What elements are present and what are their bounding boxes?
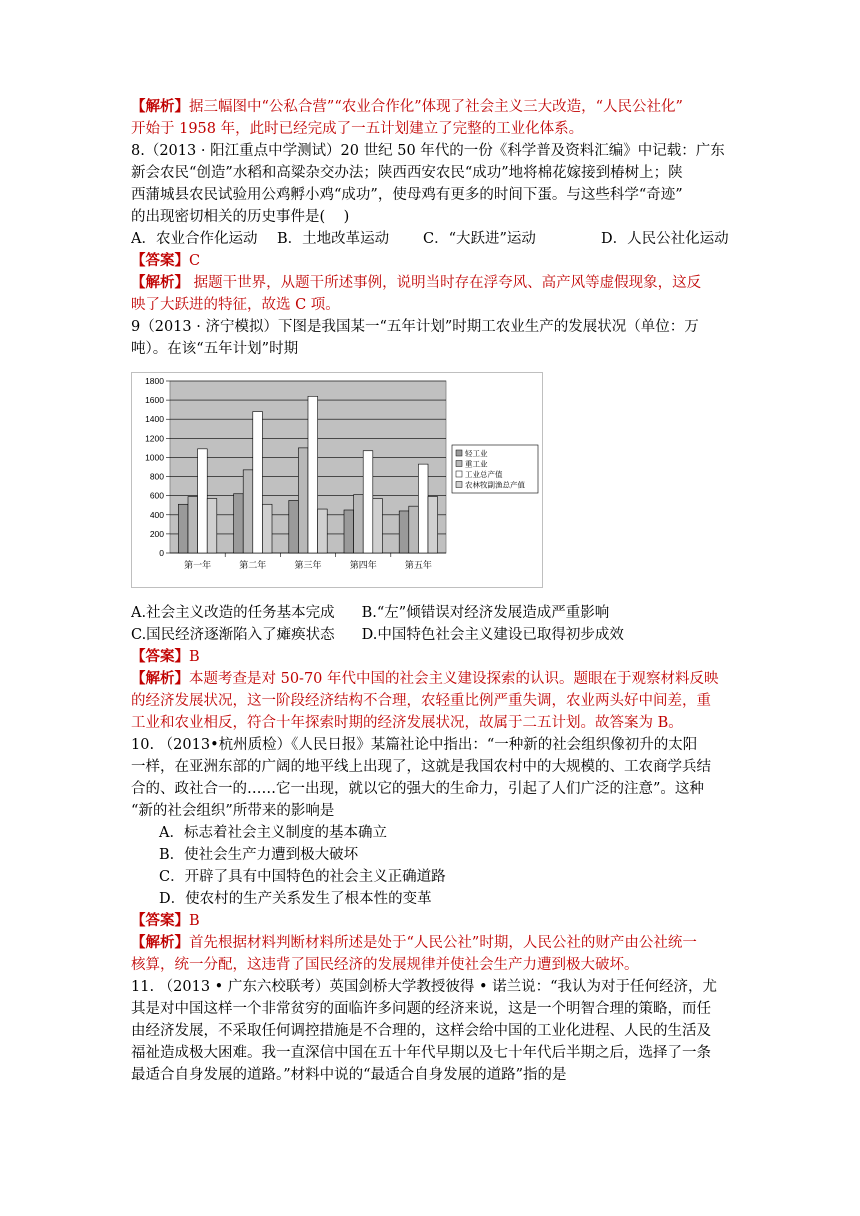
y-tick-label: 1400 [145, 414, 164, 425]
q7-analysis-line-1: 【解析】据三幅图中“公私合营”“农业合作化”体现了社会主义三大改造，“人民公社化” [131, 98, 683, 115]
bar [188, 497, 198, 553]
q8-options [131, 228, 731, 250]
x-tick-label: 第四年 [349, 561, 377, 571]
q9-analysis-line-3: 工业和农业相反，符合十年探索时期的经济发展状况，故属于二五计划。故答案为 B。 [131, 715, 683, 731]
q10-option-b: B．使社会生产力遭到极大破坏 [159, 847, 359, 863]
legend-swatch [456, 482, 462, 488]
q10-stem-line-1: 10. （2013•杭州质检）《人民日报》某篇社论中指出：“一种新的社会组织像初升的太阳 [131, 737, 698, 753]
x-tick-label: 第五年 [404, 561, 432, 571]
bar [207, 499, 217, 553]
legend-swatch [456, 471, 462, 477]
q11-stem-line-4: 福祉造成极大困难。我一直深信中国在五十年代早期以及七十年代后半期之后，选择了一条 [131, 1045, 711, 1061]
x-tick-label: 第一年 [184, 561, 212, 571]
bar [409, 506, 419, 553]
q10-analysis-line-2: 核算，统一分配，这违背了国民经济的发展规律并使社会生产力遭到极大破坏。 [131, 957, 639, 973]
y-tick-label: 400 [149, 509, 164, 520]
q9-option-b: B.“左”倾错误对经济发展造成严重影响 [361, 605, 610, 621]
q9-options-row-1 [131, 602, 731, 624]
q9-answer: 【答案】B [131, 648, 200, 665]
bar [373, 499, 383, 553]
q9-stem-line-2: 吨）。在该“五年计划”时期 [131, 341, 299, 357]
q9-analysis-line-2: 的经济发展状况，这一阶段经济结构不合理，农轻重比例严重失调，农业两头好中间差，重 [131, 693, 711, 709]
bar [308, 396, 318, 553]
q11-stem-line-5: 最适合自身发展的道路。”材料中说的“最适合自身发展的道路”指的是 [131, 1067, 567, 1083]
q9-option-a: A.社会主义改造的任务基本完成 [131, 605, 335, 621]
q7-analysis-line-2: 开始于 1958 年，此时已经完成了一五计划建立了完整的工业化体系。 [131, 121, 584, 137]
x-tick-label: 第三年 [294, 561, 322, 571]
bar [318, 509, 328, 553]
bar [289, 500, 299, 553]
bar [354, 495, 364, 553]
q9-bar-chart [131, 372, 543, 588]
q11-stem-line-1: 11. （2013 • 广东六校联考）英国剑桥大学教授彼得 • 诺兰说：“我认为对于任何经济，尤 [131, 979, 718, 995]
bar [178, 504, 188, 553]
y-tick-label: 200 [149, 528, 164, 539]
q10-stem-line-4: “新的社会组织”所带来的影响是 [131, 803, 335, 819]
q11-stem-line-3: 由经济发展，不采取任何调控措施是不合理的，这样会给中国的工业化进程、人民的生活及 [131, 1023, 711, 1039]
y-tick-label: 1800 [145, 376, 164, 386]
bar [253, 412, 263, 553]
x-tick-label: 第二年 [239, 561, 267, 571]
legend-label: 工业总产值 [465, 470, 503, 479]
q10-stem-line-3: 合的、政社合一的……它一出现，就以它的强大的生命力，引起了人们广泛的注意”。这种 [131, 781, 704, 797]
y-tick-label: 800 [149, 471, 164, 482]
q10-option-d: D．使农村的生产关系发生了根本性的变革 [159, 891, 432, 907]
bar [243, 470, 253, 553]
y-tick-label: 1600 [145, 395, 164, 406]
q11-stem-line-2: 其是对中国这样一个非常贫穷的面临许多问题的经济来说，这是一个明智合理的策略，而任 [131, 1001, 711, 1017]
q8-stem-line-1: 8.（2013 · 阳江重点中学测试）20 世纪 50 年代的一份《科学普及资料汇编》中记载：广东 [131, 143, 725, 159]
bar [344, 510, 354, 553]
y-tick-label: 600 [149, 490, 164, 501]
q9-options-row-2 [131, 624, 731, 646]
y-tick-label: 1200 [145, 433, 164, 444]
legend-swatch [456, 461, 462, 467]
q10-option-c: C．开辟了具有中国特色的社会主义正确道路 [159, 869, 446, 885]
q10-analysis-line-1: 【解析】首先根据材料判断材料所述是处于“人民公社”时期，人民公社的财产由公社统一 [131, 934, 697, 951]
legend-label: 轻工业 [465, 449, 488, 458]
q10-answer: 【答案】B [131, 912, 200, 929]
q8-option-a: A．农业合作化运动 [131, 231, 258, 247]
q8-analysis-line-2: 映了大跃进的特征，故选 C 项。 [131, 297, 340, 313]
q8-option-b: B．土地改革运动 [277, 231, 390, 247]
q8-stem-line-2: 新会农民“创造”水稻和高粱杂交办法；陕西西安农民“成功”地将棉花嫁接到椿树上；陕 [131, 165, 683, 181]
bar [262, 504, 272, 553]
q9-stem-line-1: 9（2013 · 济宁模拟）下图是我国某一“五年计划”时期工农业生产的发展状况（单位：万 [131, 319, 699, 335]
bar [418, 464, 428, 553]
legend-label: 重工业 [465, 459, 488, 469]
legend-swatch [456, 450, 462, 456]
document-page [131, 96, 731, 1086]
q10-option-a: A．标志着社会主义制度的基本确立 [159, 825, 387, 841]
q8-stem-line-3: 西蒲城县农民试验用公鸡孵小鸡“成功”，使母鸡有更多的时间下蛋。与这些科学“奇迹” [131, 187, 683, 203]
legend-label: 农林牧副渔总产值 [465, 480, 525, 490]
bar [363, 451, 373, 553]
q8-option-d: D．人民公社化运动 [601, 231, 729, 247]
q10-stem-line-2: 一样，在亚洲东部的广阔的地平线上出现了，这就是我国农村中的大规模的、工农商学兵结 [131, 759, 711, 775]
q9-option-c: C.国民经济逐渐陷入了瘫痪状态 [131, 627, 335, 643]
bar [234, 494, 244, 553]
y-tick-label: 0 [159, 548, 164, 558]
q8-answer: 【答案】C [131, 252, 201, 269]
bar [428, 497, 438, 553]
q9-analysis-line-1: 【解析】本题考查是对 50-70 年代中国的社会主义建设探索的认识。题眼在于观察材料反映 [131, 670, 719, 687]
bar [198, 449, 208, 553]
bar [298, 448, 308, 553]
q8-analysis-line-1: 【解析】 据题干世界，从题干所述事例，说明当时存在浮夸风、高产风等虚假现象，这反 [131, 274, 702, 291]
q8-option-c: C．“大跃进”运动 [423, 231, 536, 247]
q9-option-d: D.中国特色社会主义建设已取得初步成效 [361, 627, 624, 643]
y-tick-label: 1000 [145, 452, 164, 463]
q8-stem-line-4: 的出现密切相关的历史事件是( ) [131, 209, 350, 225]
bar [399, 511, 409, 553]
chart-svg [132, 373, 542, 587]
